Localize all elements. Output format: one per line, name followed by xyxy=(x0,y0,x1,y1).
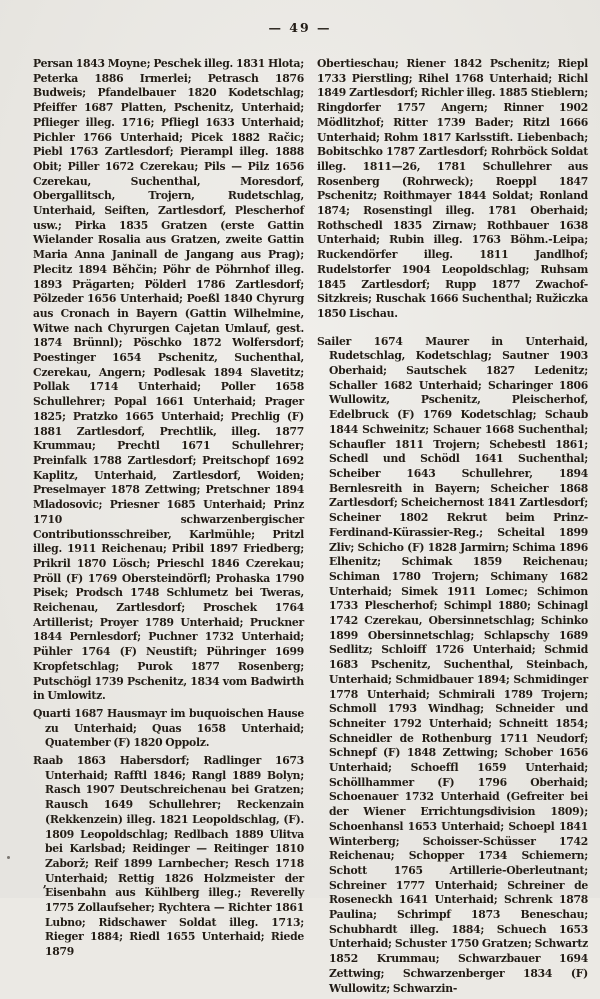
ink-speck xyxy=(7,856,10,859)
left-column xyxy=(33,57,304,999)
right-column xyxy=(317,57,588,999)
surname-paragraph-r: Raab 1863 Habersdorf; Radlinger 1673 Unterhaid; Rafftl 1846; Rangl 1889 Bolyn; Rasch 1907 Deutschreichenau bei Gratzen; Rausch 1649 Schullehrer; Reckenzain (Rekkenzein) illeg. 1821 Leopoldschlag, (F). 1809 Leopoldschlag; Redlbach 1889 Ulitva bei Karlsbad; Reidinger — Reitinger 1810 Zaborž; Reif 1899 Larnbecher; Resch 1718 Unterhaid; Rettig 1826 Holzmeister der Eisenbahn aus Kühlberg illeg.; Reverelly 1775 Zollaufseher; Rychtera — Richter 1861 Lubno; Ridschawer Soldat illeg. 1713; Rieger 1884; Riedl 1655 Unterhaid; Riede 1879 xyxy=(33,754,304,959)
page-number: — 49 — xyxy=(268,20,332,35)
surname-paragraph-q: Quarti 1687 Hausmayr im buquoischen Hause zu Unterhaid; Quas 1658 Unterhaid; Quatember (F) 1820 Oppolz. xyxy=(33,706,304,750)
surname-paragraph-s: Sailer 1674 Maurer in Unterhaid, Rudetschlag, Kodetschlag; Sautner 1903 Oberhaid; Sautschek 1827 Ledenitz; Schaller 1682 Unterhaid; Scharinger 1806 Wullowitz, Pschenitz, Pleischerhof, Edelbruck (F) 1769 Kodetschlag; Schaub 1844 Schweinitz; Schauer 1668 Suchenthal; Schaufler 1811 Trojern; Schebestl 1861; Schedl und Schödl 1641 Suchenthal; Scheiber 1643 Schullehrer, 1894 Bernlesreith in Bayern; Scheicher 1868 Zartlesdorf; Scheichernost 1841 Zartlesdorf; Scheiner 1802 Rekrut beim Prinz-Ferdinand-Kürassier-Reg.; Scheital 1899 Zliv; Schicho (F) 1828 Jarmirn; Schima 1896 Elhenitz; Schimak 1859 Reichenau; Schiman 1780 Trojern; Schimany 1682 Unterhaid; Simek 1911 Lomec; Schimon 1733 Plescherhof; Schimpl 1880; Schinagl 1742 Czerekau, Obersinnetschlag; Schinko 1899 Obersinnetschlag; Schlapschy 1689 Sedlitz; Schloiff 1726 Unterhaid; Schmid 1683 Pschenitz, Suchenthal, Steinbach, Unterhaid; Schmidbauer 1894; Schmidinger 1778 Unterhaid; Schmirali 1789 Trojern; Schmoll 1793 Windhag; Schneider und Schneiter 1792 Unterhaid; Schneitt 1854; Schneidler de Rothenburg 1711 Neudorf; Schnepf (F) 1848 Zettwing; Schober 1656 Unterhaid; Schoeffl 1659 Unterhaid; Schöllhammer (F) 1796 Oberhaid; Schoenauer 1732 Unterhaid (Gefreiter bei der Wiener Errichtungsdivision 1809); Schoenhansl 1653 Unterhaid; Schoepl 1841 Winterberg; Schoisser-Schüsser 1742 Reichenau; Schopper 1734 Schiemern; Schott 1765 Artillerie-Oberleutnant; Schreiner 1777 Unterhaid; Schreiner de Roseneckh 1641 Unterhaid; Schrenk 1878 Paulina; Schrimpf 1873 Beneschau; Schubhardt illeg. 1884; Schuech 1653 Unterhaid; Schuster 1750 Gratzen; Schwartz 1852 Krummau; Schwarzbauer 1694 Zettwing; Schwarzenberger 1834 (F) Wullowitz; Schwarzin- xyxy=(317,334,588,995)
surname-paragraph-r-continued: Obertieschau; Riener 1842 Pschenitz; Riepl 1733 Pierstling; Rihel 1768 Unterhaid; Richl 1849 Zartlesdorf; Richler illeg. 1885 Stieblern; Ringdorfer 1757 Angern; Rinner 1902 Mödlitzhof; Ritter 1739 Bader; Ritzl 1666 Unterhaid; Rohm 1817 Karlsstift. Liebenbach; Bobitschko 1787 Zartlesdorf; Rohrböck Soldat illeg. 1811—26, 1781 Schullehrer aus Rosenberg (Rohrweck); Roeppl 1847 Pschenitz; Roithmayer 1844 Soldat; Ronland 1874; Rosenstingl illeg. 1781 Oberhaid; Rothschedl 1835 Zirnaw; Rothbauer 1638 Unterhaid; Rubin illeg. 1763 Böhm.-Leipa; Ruckendörfer illeg. 1811 Jandlhof; Rudelstorfer 1904 Leopoldschlag; Ruhsam 1845 Zartlesdorf; Rupp 1877 Zwachof-Sitzkreis; Ruschak 1666 Suchenthal; Ružiczka 1850 Lischau. xyxy=(317,57,588,320)
surname-paragraph-p-continued: Persan 1843 Moyne; Peschek illeg. 1831 Hlota; Peterka 1886 Irmerlei; Petrasch 1876 Budweis; Pfandelbauer 1820 Kodetschlag; Pfeiffer 1687 Platten, Pschenitz, Unterhaid; Pflieger illeg. 1716; Pfliegl 1633 Unterhaid; Pichler 1766 Unterhaid; Picek 1882 Račic; Piebl 1763 Zartlesdorf; Pierampl illeg. 1888 Obit; Piller 1672 Czerekau; Pils — Pilz 1656 Czerekau, Suchenthal, Moresdorf, Obergallitsch, Trojern, Rudetschlag, Unterhaid, Seiften, Zartlesdorf, Plescherhof usw.; Pirka 1835 Gratzen (erste Gattin Wielander Rosalia aus Gratzen, zweite Gattin Maria Anna Janinall de Jangang aus Prag); Plecitz 1894 Běhčin; Pöhr de Pöhrnhof illeg. 1893 Prägarten; Pölderl 1786 Zartlesdorf; Pölzeder 1656 Unterhaid; Poeßl 1840 Chyrurg aus Cronach in Bayern (Gattin Wilhelmine, Witwe nach Chyrurgen Cajetan Umlauf, gest. 1874 Brünnl); Pöschko 1872 Wolfersdorf; Poestinger 1654 Pschenitz, Suchenthal, Czerekau, Angern; Podlesak 1894 Slavetitz; Pollak 1714 Unterhaid; Poller 1658 Schullehrer; Popal 1661 Unterhaid; Prager 1825; Pratzko 1665 Unterhaid; Prechlig (F) 1881 Zartlesdorf, Prechtlik, illeg. 1877 Krummau; Prechtl 1671 Schullehrer; Preinfalk 1788 Zartlesdorf; Preitschopf 1692 Kaplitz, Unterhaid, Zartlesdorf, Woiden; Preselmayer 1878 Zettwing; Pretschner 1894 Mladosovic; Priesner 1685 Unterhaid; Prinz 1710 schwarzenbergischer Contributionsschreiber, Karlmühle; Pritzl illeg. 1911 Reichenau; Pribil 1897 Friedberg; Prikril 1870 Lösch; Prieschl 1846 Czerekau; Pröll (F) 1769 Obersteindörfl; Prohaska 1790 Pisek; Prodsch 1748 Schlumetz bei Tweras, Reichenau, Zartlesdorf; Proschek 1764 Artillerist; Proyer 1789 Unterhaid; Pruckner 1844 Pernlesdorf; Puchner 1732 Unterhaid; Pühler 1764 (F) Neustift; Pühringer 1699 Kropfetschlag; Purok 1877 Rosenberg; Putschögl 1739 Pschenitz, 1834 vom Badwirth in Umlowitz. xyxy=(33,57,304,703)
text-block xyxy=(33,57,588,999)
stray-ink-comma-mark: , xyxy=(43,877,47,890)
